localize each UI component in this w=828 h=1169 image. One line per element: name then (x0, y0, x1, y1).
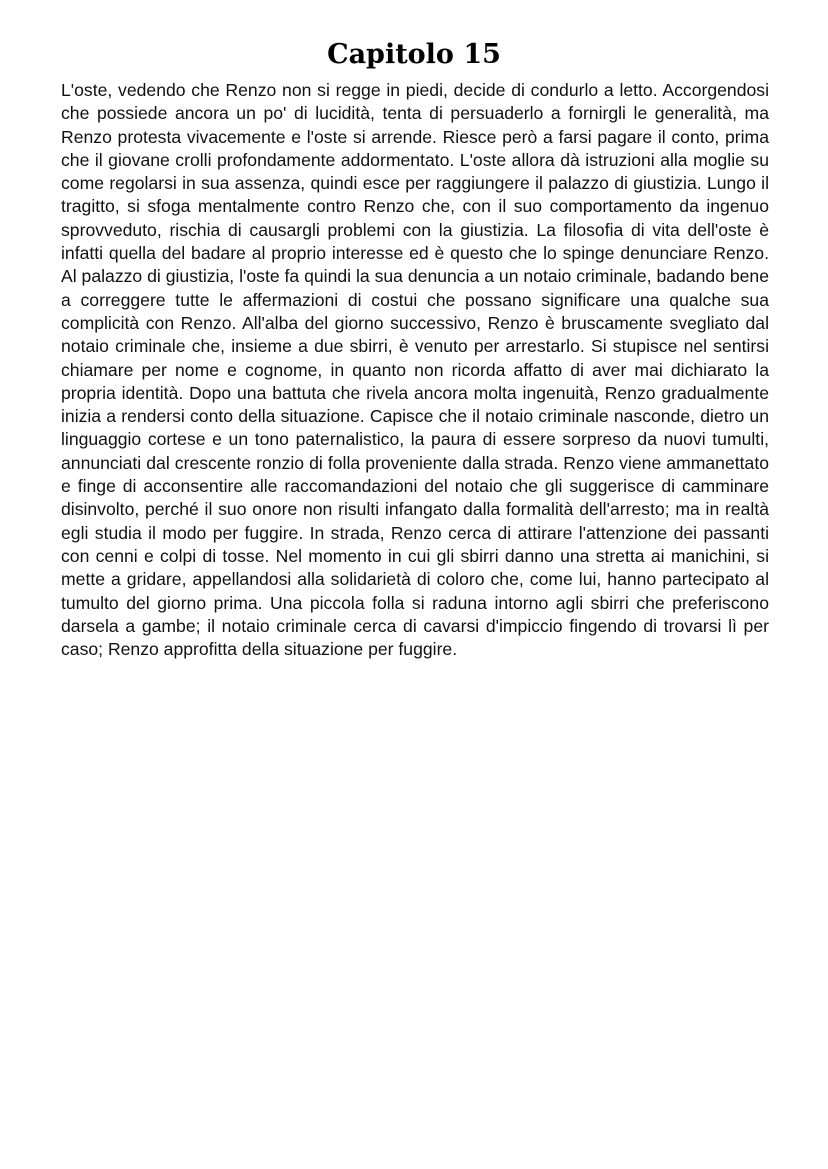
chapter-title: Capitolo 15 (327, 39, 501, 70)
chapter-summary-paragraph: L'oste, vedendo che Renzo non si regge in piedi, decide di condurlo a letto. Accorgendosi che possiede ancora un po' di lucidità, tenta di persuaderlo a fornirgli le generalità, ma Renzo protesta vivacemente e l'oste si arrende. Riesce però a farsi pagare il conto, prima che il giovane crolli profondamente addormentato. L'oste allora dà istruzioni alla moglie su come regolarsi in sua assenza, quindi esce per raggiungere il palazzo di giustizia. Lungo il tragitto, si sfoga mentalmente contro Renzo che, con il suo comportamento da ingenuo sprovveduto, rischia di causargli problemi con la giustizia. La filosofia di vita dell'oste è infatti quella del badare al proprio interesse ed è questo che lo spinge denunciare Renzo. Al palazzo di giustizia, l'oste fa quindi la sua denuncia a un notaio criminale, badando bene a correggere tutte le affermazioni di costui che possano significare una qualche sua complicità con Renzo. All'alba del giorno successivo, Renzo è bruscamente svegliato dal notaio criminale che, insieme a due sbirri, è venuto per arrestarlo. Si stupisce nel sentirsi chiamare per nome e cognome, in quanto non ricorda affatto di aver mai dichiarato la propria identità. Dopo una battuta che rivela ancora molta ingenuità, Renzo gradualmente inizia a rendersi conto della situazione. Capisce che il notaio criminale nasconde, dietro un linguaggio cortese e un tono paternalistico, la paura di essere sorpreso da nuovi tumulti, annunciati dal crescente ronzio di folla proveniente dalla strada. Renzo viene ammanettato e finge di acconsentire alle raccomandazioni del notaio che gli suggerisce di camminare disinvolto, perché il suo onore non risulti infangato dalla formalità dell'arresto; ma in realtà egli studia il modo per fuggire. In strada, Renzo cerca di attirare l'attenzione dei passanti con cenni e colpi di tosse. Nel momento in cui gli sbirri danno una stretta ai manichini, si mette a gridare, appellandosi alla solidarietà di coloro che, come lui, hanno partecipato al tumulto del giorno prima. Una piccola folla si raduna intorno agli sbirri che preferiscono darsela a gambe; il notaio criminale cerca di cavarsi d'impiccio fingendo di trovarsi lì per caso; Renzo approfitta della situazione per fuggire. (61, 80, 769, 660)
